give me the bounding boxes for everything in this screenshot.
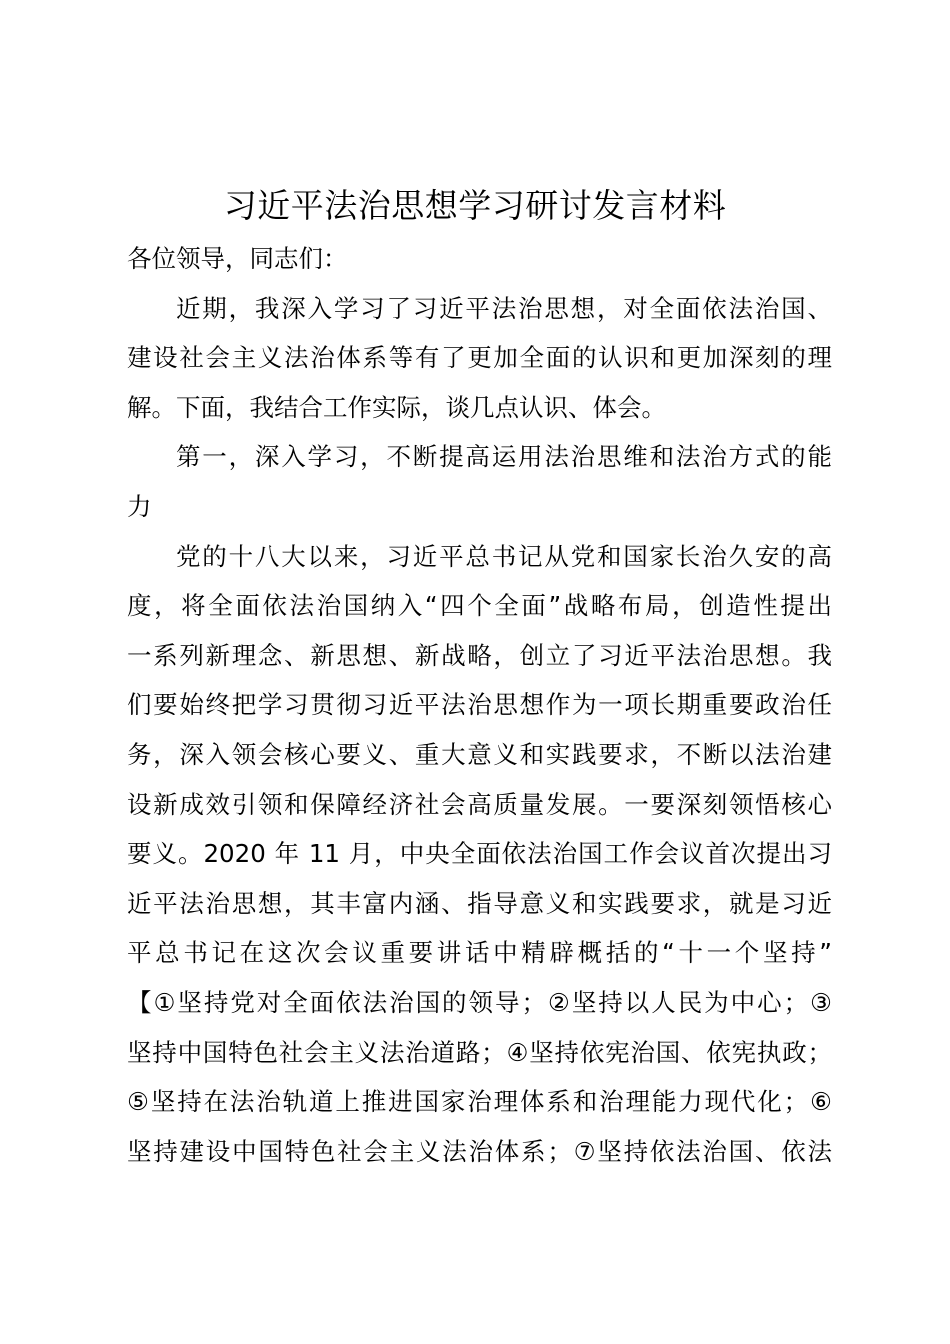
text-line: 【①坚持党对全面依法治国的领导；②坚持以人民为中心；③ [127,987,832,1017]
text-line: 平总书记在这次会议重要讲话中精辟概括的“十一个坚持” [127,938,832,968]
section-heading-line: 第一，深入学习，不断提高运用法治思维和法治方式的能 [176,442,832,472]
text-line: 近期，我深入学习了习近平法治思想，对全面依法治国、 [176,293,832,323]
text-line: 坚持建设中国特色社会主义法治体系；⑦坚持依法治国、依法 [127,1136,832,1166]
document-body [127,234,832,1176]
section-heading-line: 力 [127,491,152,521]
text-line: 务，深入领会核心要义、重大意义和实践要求，不断以法治建 [127,739,832,769]
text-line: 设新成效引领和保障经济社会高质量发展。一要深刻领悟核心 [127,789,832,819]
text-line: 近平法治思想，其丰富内涵、指导意义和实践要求，就是习近 [127,888,832,918]
salutation-line: 各位领导，同志们： [127,244,348,273]
text-line: 坚持中国特色社会主义法治道路；④坚持依宪治国、依宪执政； [127,1037,832,1067]
text-line: 解。下面，我结合工作实际，谈几点认识、体会。 [127,392,666,422]
text-line: 度，将全面依法治国纳入“四个全面”战略布局，创造性提出 [127,591,832,621]
text-line: ⑤坚持在法治轨道上推进国家治理体系和治理能力现代化；⑥ [127,1087,832,1117]
text-line: 要义。2020 年 11 月，中央全面依法治国工作会议首次提出习 [127,839,832,869]
text-line: 建设社会主义法治体系等有了更加全面的认识和更加深刻的理 [127,343,832,373]
text-line: 一系列新理念、新思想、新战略，创立了习近平法治思想。我 [127,640,832,670]
document-title: 习近平法治思想学习研讨发言材料 [223,186,727,225]
text-line: 们要始终把学习贯彻习近平法治思想作为一项长期重要政治任 [127,690,832,720]
text-line: 党的十八大以来，习近平总书记从党和国家长治久安的高 [176,541,832,571]
